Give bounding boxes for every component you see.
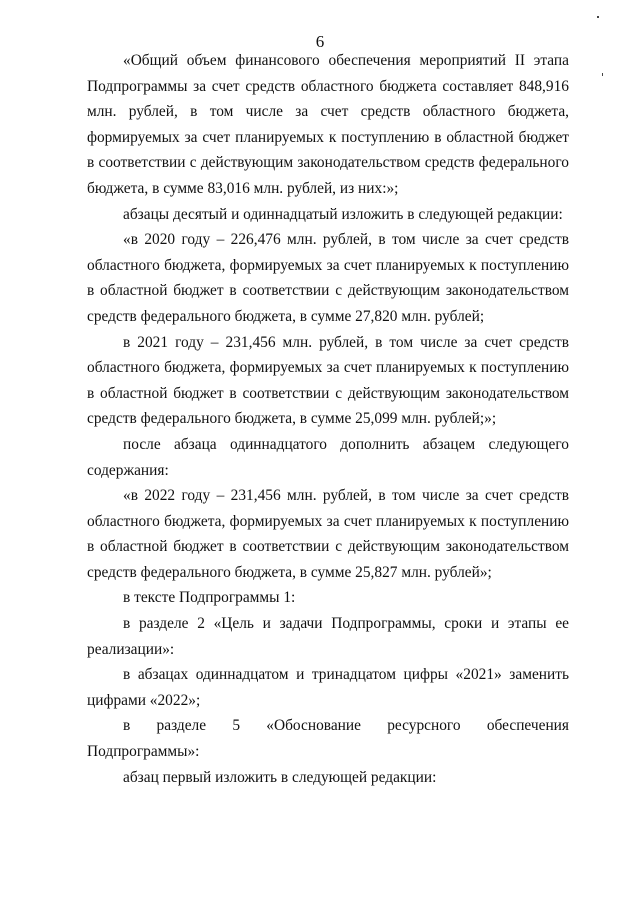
paragraph-section-2: в разделе 2 «Цель и задачи Подпрограммы, сроки и этапы ее реализации»: (87, 615, 569, 658)
paragraph-first-amend: абзац первый изложить в следующей редакции: (123, 768, 437, 786)
paragraph-2021-funding: в 2021 году – 231,456 млн. рублей, в том числе за счет средств областного бюджета, формируемых за счет планируемых к поступлению в областной бюджет в соответствии с действующим законодательством средств федерального бюджета, в сумме 25,099 млн. рублей;»; (87, 333, 569, 428)
paragraph-section-5: в разделе 5 «Обоснование ресурсного обеспечения Подпрограммы»: (87, 717, 569, 761)
page-number: 6 (315, 32, 325, 51)
paragraph-add-instruction: после абзаца одиннадцатого дополнить абзацем следующего содержания: (87, 435, 569, 479)
scan-speck (597, 16, 599, 18)
paragraph-2020-funding: «в 2020 году – 226,476 млн. рублей, в том числе за счет средств областного бюджета, формируемых за счет планируемых к поступлению в областной бюджет в соответствии с действующим законодательством средств федерального бюджета, в сумме 27,820 млн. рублей; (87, 231, 569, 325)
paragraph-subprogram-text: в тексте Подпрограммы 1: (123, 589, 296, 607)
scan-speck (602, 73, 603, 76)
paragraph-2022-funding: «в 2022 году – 231,456 млн. рублей, в том числе за счет средств областного бюджета, формируемых за счет планируемых к поступлению в областной бюджет в соответствии с действующим законодательством средств федерального бюджета, в сумме 25,827 млн. рублей»; (87, 487, 569, 581)
paragraph-replace-years: в абзацах одиннадцатом и тринадцатом цифры «2021» заменить цифрами «2022»; (87, 666, 569, 709)
paragraph-funding-total: «Общий объем финансового обеспечения мероприятий II этапа Подпрограммы за счет средств областного бюджета составляет 848,916 млн. рублей, в том числе за счет средств областного бюджета, формируемых за счет планируемых к поступлению в областной бюджет в соответствии с действующим законодательством средств федерального бюджета, в сумме 83,016 млн. рублей, из них:»; (87, 52, 569, 197)
paragraph-amend-instruction: абзацы десятый и одиннадцатый изложить в следующей редакции: (123, 205, 563, 223)
document-body (87, 48, 569, 790)
